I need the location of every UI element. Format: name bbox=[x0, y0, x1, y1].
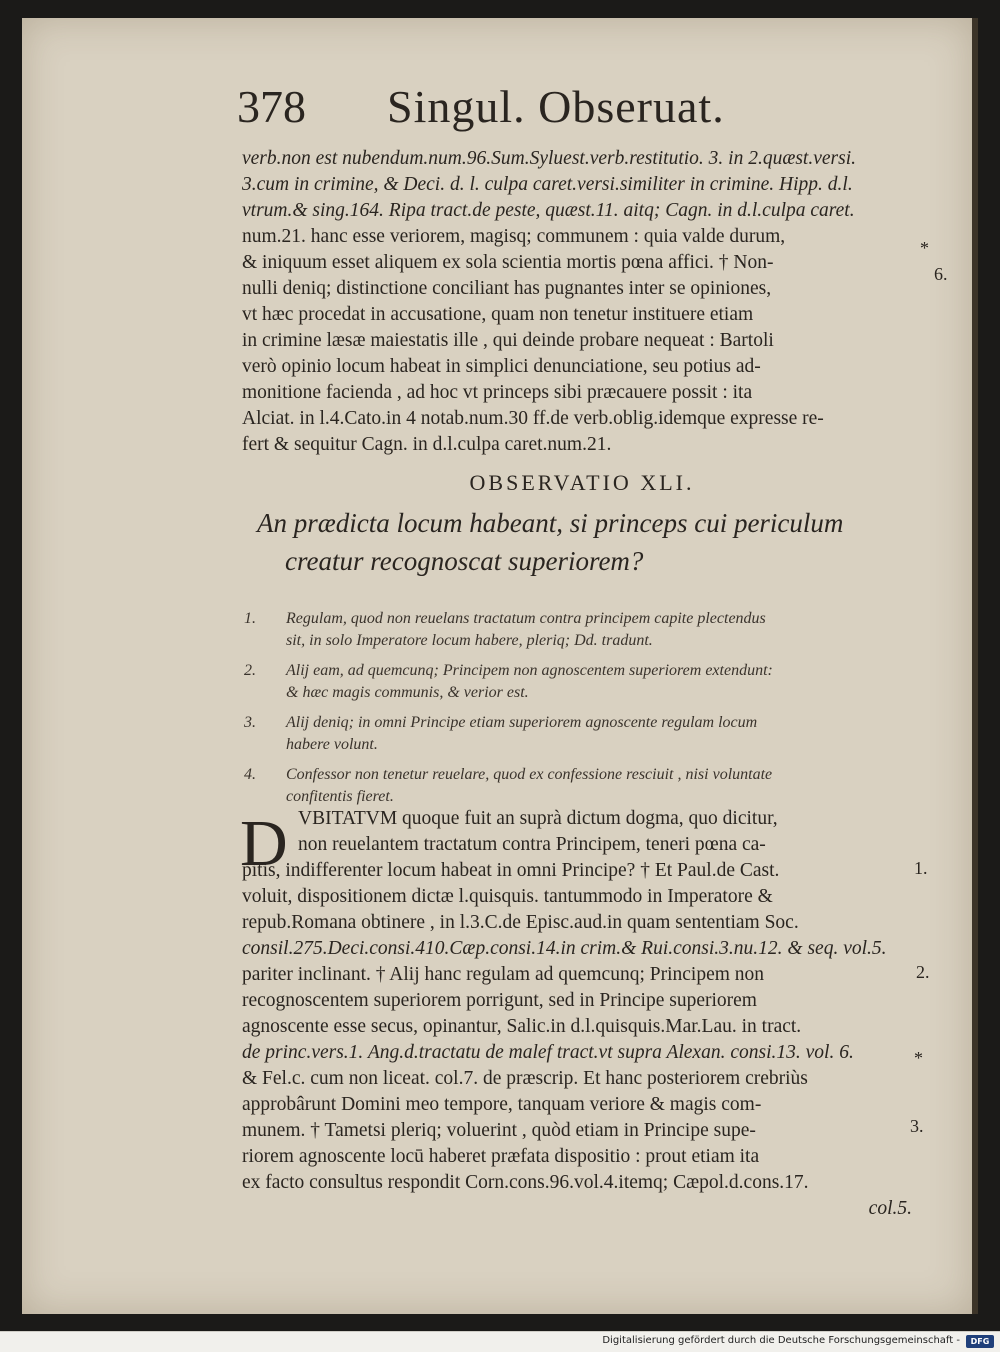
summary-number: 1. bbox=[244, 610, 256, 627]
summary-item bbox=[244, 608, 934, 652]
summary-line: sit, in solo Imperatore locum habere, pleriq; Dd. tradunt. bbox=[286, 632, 653, 649]
text-line: verb.non est nubendum.num.96.Sum.Syluest.verb.restitutio. 3. in 2.quæst.versi. bbox=[242, 148, 857, 169]
question-line: An prædicta locum habeant, si princeps cui periculum bbox=[257, 508, 844, 538]
margin-asterisk: * bbox=[920, 238, 929, 258]
text-line: col.5. bbox=[868, 1198, 912, 1219]
margin-asterisk: * bbox=[914, 1048, 923, 1068]
text-line: recognoscentem superiorem porrigunt, sed in Principe superiorem bbox=[242, 990, 757, 1011]
summary-line: Alij eam, ad quemcunq; Principem non agnoscentem superiorem extendunt: bbox=[286, 662, 773, 679]
text-line: ex facto consultus respondit Corn.cons.96.vol.4.itemq; Cæpol.d.cons.17. bbox=[242, 1172, 809, 1193]
summary-item bbox=[244, 660, 934, 704]
text-line: vt hæc procedat in accusatione, quam non tenetur instituere etiam bbox=[242, 304, 754, 325]
summary-number: 4. bbox=[244, 766, 256, 783]
text-line: de princ.vers.1. Ang.d.tractatu de malef tract.vt supra Alexan. consi.13. vol. 6. bbox=[242, 1042, 854, 1063]
summary-line: Confessor non tenetur reuelare, quod ex confessione resciuit , nisi voluntate bbox=[286, 766, 773, 783]
observation-body bbox=[242, 806, 922, 1222]
text-line: pariter inclinant. † Alij hanc regulam ad quemcunq; Principem non bbox=[242, 964, 765, 985]
funding-notice: Digitalisierung gefördert durch die Deutsche Forschungsgemeinschaft - bbox=[602, 1335, 960, 1346]
margin-note-number: 2. bbox=[916, 962, 930, 982]
observation-question bbox=[257, 504, 937, 580]
text-line: & iniquum esset aliquem ex sola scientia mortis pœna affici. † Non- bbox=[242, 252, 774, 273]
dfg-logo-icon[interactable]: DFG bbox=[966, 1335, 994, 1348]
question-line: creatur recognoscat superiorem? bbox=[285, 546, 644, 576]
paragraph-continued bbox=[242, 146, 922, 458]
margin-note-number: 3. bbox=[910, 1116, 924, 1136]
observation-heading: OBSERVATIO XLI. bbox=[469, 470, 695, 495]
summary-line: confitentis fieret. bbox=[286, 788, 394, 805]
text-line: nulli deniq; distinctione conciliant has pugnantes inter se opiniones, bbox=[242, 278, 772, 299]
text-line: pitis, indifferenter locum habeat in omni Principe? † Et Paul.de Cast. bbox=[242, 860, 780, 881]
text-line: approbârunt Domini meo tempore, tanquam veriore & magis com- bbox=[242, 1094, 762, 1115]
text-line: & Fel.c. cum non liceat. col.7. de præscrip. Et hanc posteriorem crebriùs bbox=[242, 1068, 808, 1089]
summary-item bbox=[244, 712, 934, 756]
running-head: Singul. Obseruat. bbox=[387, 81, 725, 132]
text-line: munem. † Tametsi pleriq; voluerint , quòd etiam in Principe supe- bbox=[242, 1120, 756, 1141]
footer-bar bbox=[0, 1331, 1000, 1352]
summary-line: habere volunt. bbox=[286, 736, 378, 753]
text-line: voluit, dispositionem dictæ l.quisquis. tantummodo in Imperatore & bbox=[242, 886, 773, 907]
summary-list bbox=[244, 608, 934, 816]
book-page bbox=[22, 18, 978, 1314]
text-line: Alciat. in l.4.Cato.in 4 notab.num.30 ff.de verb.oblig.idemque expresse re- bbox=[242, 408, 824, 429]
summary-number: 2. bbox=[244, 662, 256, 679]
text-line: monitione facienda , ad hoc vt princeps sibi præcauere possit : ita bbox=[242, 382, 753, 403]
summary-line: Alij deniq; in omni Principe etiam superiorem agnoscente regulam locum bbox=[286, 714, 758, 731]
text-line: verò opinio locum habeat in simplici denunciatione, seu potius ad- bbox=[242, 356, 761, 377]
text-line: 3.cum in crimine, & Deci. d. l. culpa caret.versi.similiter in crimine. Hipp. d.l. bbox=[242, 174, 853, 195]
text-line: consil.275.Deci.consi.410.Cæp.consi.14.in crim.& Rui.consi.3.nu.12. & seq. vol.5. bbox=[242, 938, 887, 959]
text-line: non reuelantem tractatum contra Principem, teneri pœna ca- bbox=[298, 834, 766, 855]
summary-line: Regulam, quod non reuelans tractatum contra principem capite plectendus bbox=[286, 610, 766, 627]
summary-line: & hæc magis communis, & verior est. bbox=[286, 684, 529, 701]
margin-note-number: 1. bbox=[914, 858, 928, 878]
summary-number: 3. bbox=[244, 714, 256, 731]
text-line: fert & sequitur Cagn. in d.l.culpa caret.num.21. bbox=[242, 434, 612, 455]
text-line: num.21. hanc esse veriorem, magisq; communem : quia valde durum, bbox=[242, 226, 786, 247]
drop-cap: D bbox=[240, 807, 288, 880]
text-line: VBITATVM quoque fuit an suprà dictum dogma, quo dicitur, bbox=[298, 808, 778, 829]
text-line: vtrum.& sing.164. Ripa tract.de peste, quæst.11. aitq; Cagn. in d.l.culpa caret. bbox=[242, 200, 855, 221]
margin-note-number: 6. bbox=[934, 264, 948, 284]
summary-item bbox=[244, 764, 934, 808]
text-line: riorem agnoscente locū haberet præfata dispositio : prout etiam ita bbox=[242, 1146, 760, 1167]
text-line: in crimine læsæ maiestatis ille , qui deinde probare nequeat : Bartoli bbox=[242, 330, 774, 351]
text-line: agnoscente esse secus, opinantur, Salic.in d.l.quisquis.Mar.Lau. in tract. bbox=[242, 1016, 802, 1037]
page-number: 378 bbox=[237, 81, 306, 132]
text-line: repub.Romana obtinere , in l.3.C.de Episc.aud.in quam sententiam Soc. bbox=[242, 912, 799, 933]
